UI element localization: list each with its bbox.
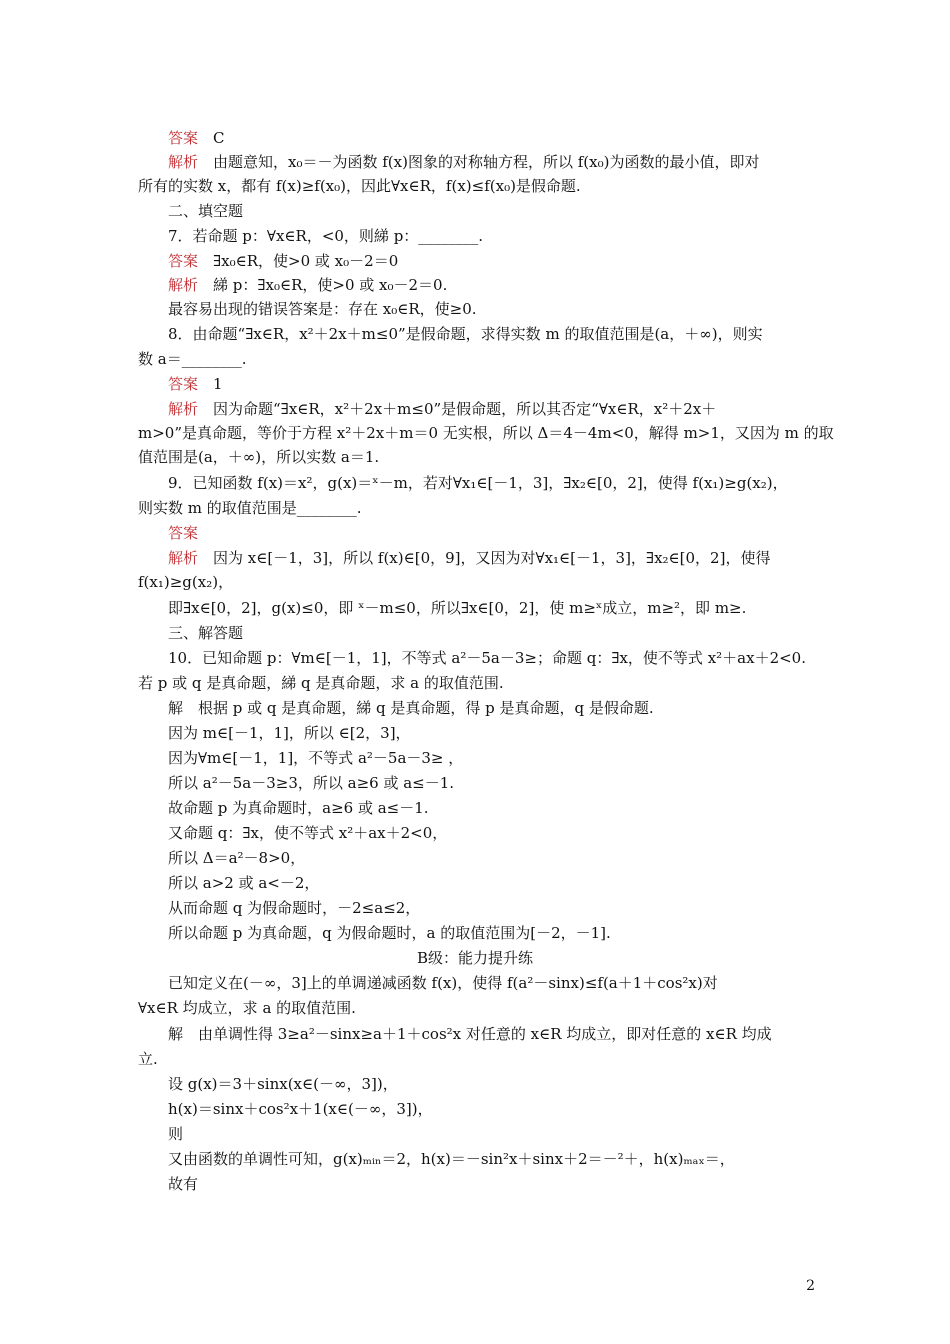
line-text: ∀x∈R 均成立，求 a 的取值范围. [138, 999, 356, 1017]
answer-label: 解析 [168, 549, 199, 567]
text-line [168, 372, 848, 396]
line-text: 从而命题 q 为假命题时，－2≤a≤2， [168, 899, 421, 917]
line-text: 若 p 或 q 是真命题，綈 q 是真命题，求 a 的取值范围. [138, 674, 504, 692]
text-line [168, 921, 848, 945]
answer-label: 解析 [168, 153, 199, 171]
line-text: 立. [138, 1050, 158, 1068]
text-line [168, 646, 848, 670]
text-line [138, 174, 818, 198]
line-text: 最容易出现的错误答案是：存在 x₀∈R，使≥0. [168, 300, 477, 318]
line-text: 值范围是(a，＋∞)，所以实数 a＝1. [138, 448, 380, 466]
text-line [168, 521, 848, 545]
line-text: 由题意知，x₀＝－为函数 f(x)图象的对称轴方程，所以 f(x₀)为函数的最小值，即对 [198, 153, 760, 171]
text-line [0, 946, 950, 970]
line-text: f(x₁)≥g(x₂)， [138, 573, 234, 591]
text-line [138, 347, 818, 371]
line-text: 又命题 q：∃x，使不等式 x²＋ax＋2<0， [168, 824, 448, 842]
text-line [168, 721, 848, 745]
line-text: 三、解答题 [168, 624, 244, 642]
line-text: 故有 [168, 1175, 199, 1193]
text-line [168, 397, 848, 421]
text-line [168, 846, 848, 870]
line-text: 因为∀m∈[－1，1]，不等式 a²－5a－3≥ ， [168, 749, 464, 767]
text-line [138, 496, 818, 520]
line-text: C [198, 129, 225, 147]
line-text: 解 根据 p 或 q 是真命题，綈 q 是真命题，得 p 是真命题，q 是假命题. [168, 699, 654, 717]
line-text: 所有的实数 x，都有 f(x)≥f(x₀)，因此∀x∈R，f(x)≤f(x₀)是假命题. [138, 177, 581, 195]
text-line [138, 421, 834, 445]
line-text: h(x)＝sinx＋cos²x＋1(x∈(－∞，3])， [168, 1100, 433, 1118]
text-line [168, 224, 848, 248]
line-text: 则 [168, 1125, 184, 1143]
text-line [138, 570, 818, 594]
answer-label: 解析 [168, 400, 199, 418]
line-text: 设 g(x)＝3＋sinx(x∈(－∞，3])， [168, 1075, 398, 1093]
line-text: 7．若命题 p：∀x∈R，<0，则綈 p：________. [168, 227, 484, 245]
line-text: 因为 m∈[－1，1]，所以 ∈[2，3]， [168, 724, 411, 742]
line-text: 解 由单调性得 3≥a²－sinx≥a＋1＋cos²x 对任意的 x∈R 均成立，即对任意的 x∈R 均成 [168, 1025, 772, 1043]
text-line [168, 621, 848, 645]
text-line [138, 445, 818, 469]
answer-label: 答案 [168, 524, 199, 542]
text-line [168, 821, 848, 845]
text-line [168, 126, 848, 150]
text-line [168, 1072, 848, 1096]
answer-label: 答案 [168, 375, 199, 393]
line-text: 即∃x∈[0，2]，g(x)≤0，即 ˣ－m≤0，所以∃x∈[0，2]，使 m≥ˣ成立，m≥²，即 m≥. [168, 599, 747, 617]
line-text: 所以 a²－5a－3≥3，所以 a≥6 或 a≤－1. [168, 774, 455, 792]
text-line [168, 871, 848, 895]
text-line [168, 1147, 848, 1171]
text-line [168, 150, 848, 174]
answer-label: 答案 [168, 129, 199, 147]
text-line [168, 1172, 848, 1196]
line-text: B级：能力提升练 [416, 949, 534, 967]
answer-label: 答案 [168, 252, 199, 270]
line-text: 綈 p：∃x₀∈R，使>0 或 x₀－2＝0. [198, 276, 448, 294]
line-text: 已知定义在(－∞，3]上的单调递减函数 f(x)，使得 f(a²－sinx)≤f(a＋1＋cos²x)对 [168, 974, 718, 992]
line-text: 故命题 p 为真命题时，a≥6 或 a≤－1. [168, 799, 429, 817]
line-text: 1 [198, 375, 223, 393]
text-line [138, 671, 818, 695]
line-text: 因为命题“∃x∈R，x²＋2x＋m≤0”是假命题，所以其否定“∀x∈R，x²＋2x＋ [198, 400, 717, 418]
line-text: 因为 x∈[－1，3]，所以 f(x)∈[0，9]，又因为对∀x₁∈[－1，3]，∃x₂∈[0，2]，使得 [198, 549, 771, 567]
text-line [168, 297, 848, 321]
text-line [168, 249, 848, 273]
line-text: 则实数 m 的取值范围是________. [138, 499, 362, 517]
text-line [168, 896, 848, 920]
text-line [168, 322, 848, 346]
text-line [168, 1022, 848, 1046]
line-text: ∃x₀∈R，使>0 或 x₀－2＝0 [198, 252, 399, 270]
line-text: m>0”是真命题，等价于方程 x²＋2x＋m＝0 无实根，所以 Δ＝4－4m<0，解得 m>1，又因为 m 的取 [138, 424, 834, 442]
text-line [168, 471, 848, 495]
text-line [168, 771, 848, 795]
text-line [168, 971, 848, 995]
page-number: 2 [806, 1278, 815, 1294]
text-line [168, 746, 848, 770]
line-text: 10．已知命题 p：∀m∈[－1，1]，不等式 a²－5a－3≥；命题 q：∃x，使不等式 x²＋ax＋2<0. [168, 649, 806, 667]
text-line [168, 596, 848, 620]
line-text: 数 a＝________. [138, 350, 247, 368]
text-line [138, 996, 818, 1020]
text-line [168, 1122, 848, 1146]
line-text: 所以 a>2 或 a<－2， [168, 874, 320, 892]
text-line [168, 546, 848, 570]
line-text: 9．已知函数 f(x)＝x²，g(x)＝ˣ－m，若对∀x₁∈[－1，3]，∃x₂∈[0，2]，使得 f(x₁)≥g(x₂)， [168, 474, 788, 492]
text-line [168, 696, 848, 720]
line-text: 8．由命题“∃x∈R，x²＋2x＋m≤0”是假命题，求得实数 m 的取值范围是(a，＋∞)，则实 [168, 325, 763, 343]
text-line [168, 796, 848, 820]
text-line [168, 199, 848, 223]
answer-label: 解析 [168, 276, 199, 294]
line-text: 又由函数的单调性可知，g(x)ₘᵢₙ＝2，h(x)＝－sin²x＋sinx＋2＝－²＋，h(x)ₘₐₓ＝， [168, 1150, 735, 1168]
text-line [168, 1097, 848, 1121]
line-text: 所以 Δ＝a²－8>0， [168, 849, 306, 867]
line-text: 二、填空题 [168, 202, 244, 220]
line-text: 所以命题 p 为真命题，q 为假命题时，a 的取值范围为[－2，－1]. [168, 924, 611, 942]
text-line [138, 1047, 818, 1071]
text-line [168, 273, 848, 297]
